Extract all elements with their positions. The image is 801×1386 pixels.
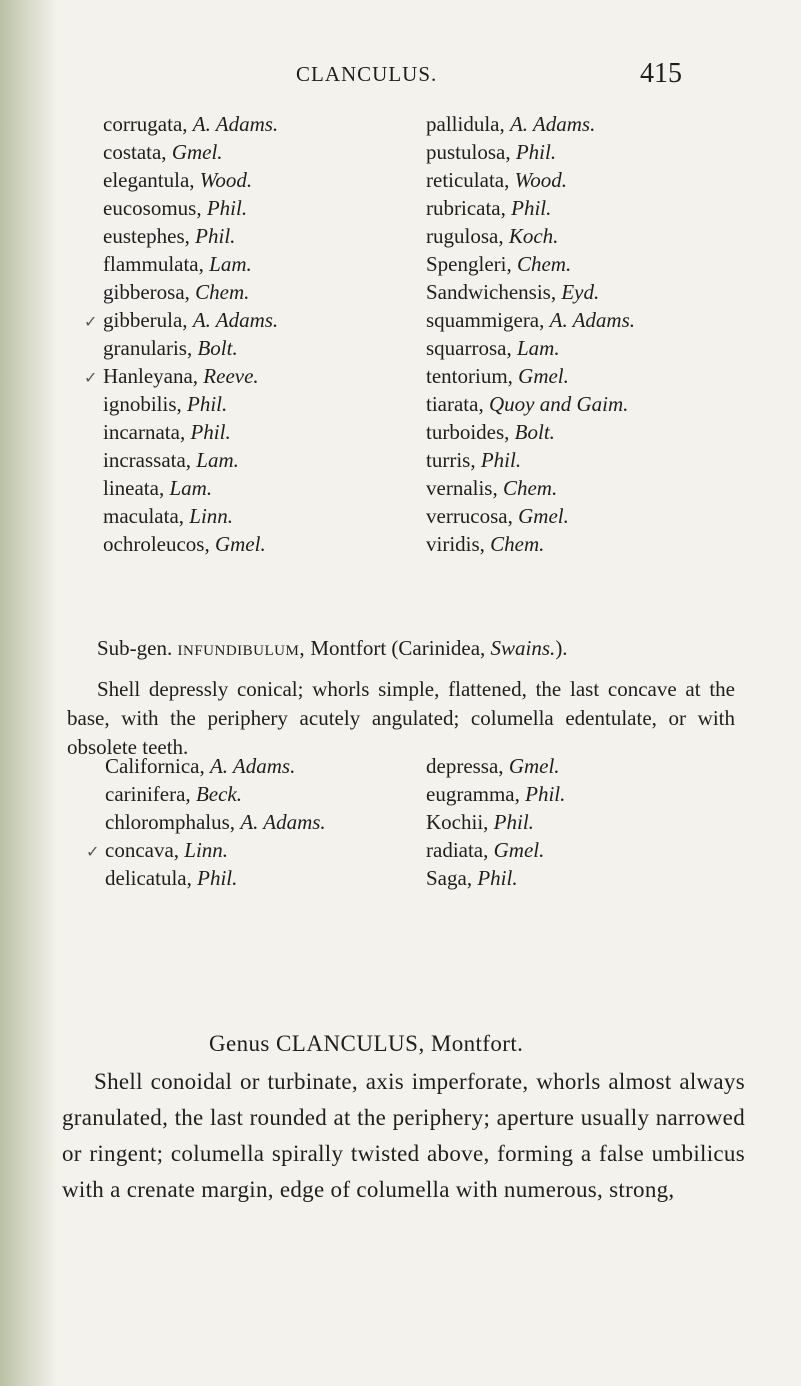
list-item: Saga, Phil. bbox=[426, 866, 518, 890]
list-item: verrucosa, Gmel. bbox=[426, 504, 569, 528]
species-list-2-right bbox=[426, 752, 565, 892]
genus-description: Shell conoidal or turbinate, axis imperforate, whorls almost always granulated, the last rounded at the periphery; aperture usually narrowed or ringent; columella spirally twisted above, forming a false umbilicus with a crenate margin, edge of columella with numerous, strong, bbox=[62, 1069, 745, 1202]
list-item: turris, Phil. bbox=[426, 448, 522, 472]
list-item: eucosomus, Phil. bbox=[103, 196, 248, 220]
running-head: CLANCULUS. bbox=[296, 62, 438, 86]
list-item: tentorium, Gmel. bbox=[426, 364, 569, 388]
list-item: ignobilis, Phil. bbox=[103, 392, 228, 416]
list-item: elegantula, Wood. bbox=[103, 168, 253, 192]
list-item: eustephes, Phil. bbox=[103, 224, 236, 248]
list-item: pustulosa, Phil. bbox=[426, 140, 557, 164]
list-item: Kochii, Phil. bbox=[426, 810, 534, 834]
list-item: carinifera, Beck. bbox=[105, 782, 242, 806]
list-item: chloromphalus, A. Adams. bbox=[105, 810, 326, 834]
list-item: ochroleucos, Gmel. bbox=[103, 532, 266, 556]
list-item: rugulosa, Koch. bbox=[426, 224, 559, 248]
list-item: delicatula, Phil. bbox=[105, 866, 238, 890]
check-mark-icon: ✓ bbox=[84, 314, 98, 331]
list-item: squarrosa, Lam. bbox=[426, 336, 560, 360]
check-mark-icon: ✓ bbox=[86, 844, 100, 861]
list-item: gibberosa, Chem. bbox=[103, 280, 250, 304]
list-item: costata, Gmel. bbox=[103, 140, 223, 164]
list-item: viridis, Chem. bbox=[426, 532, 545, 556]
subgenus-description: Shell depressly conical; whorls simple, flattened, the last concave at the base, with the periphery acutely angulated; columella edentulate, or with obsolete teeth. bbox=[67, 677, 735, 759]
list-item: Sandwichensis, Eyd. bbox=[426, 280, 600, 304]
list-item: rubricata, Phil. bbox=[426, 196, 552, 220]
list-item: incarnata, Phil. bbox=[103, 420, 231, 444]
list-item: vernalis, Chem. bbox=[426, 476, 558, 500]
subgenus-heading: Sub-gen. infundibulum, Montfort (Carinidea, Swains.). bbox=[97, 636, 568, 660]
species-list-1-right bbox=[426, 110, 635, 558]
list-item: corrugata, A. Adams. bbox=[103, 112, 279, 136]
species-list-1-left bbox=[103, 110, 278, 558]
list-item: pallidula, A. Adams. bbox=[426, 112, 596, 136]
genus-heading: Genus CLANCULUS, Montfort. bbox=[209, 1031, 524, 1056]
list-item: squammigera, A. Adams. bbox=[426, 308, 636, 332]
list-item: eugramma, Phil. bbox=[426, 782, 566, 806]
list-item: maculata, Linn. bbox=[103, 504, 234, 528]
list-item: concava, Linn. bbox=[105, 838, 229, 862]
list-item: flammulata, Lam. bbox=[103, 252, 252, 276]
list-item: Californica, A. Adams. bbox=[105, 754, 296, 778]
list-item: Spengleri, Chem. bbox=[426, 252, 572, 276]
check-mark-icon: ✓ bbox=[84, 370, 98, 387]
list-item: lineata, Lam. bbox=[103, 476, 213, 500]
page-gutter-shadow bbox=[0, 0, 58, 1386]
list-item: radiata, Gmel. bbox=[426, 838, 545, 862]
list-item: turboides, Bolt. bbox=[426, 420, 555, 444]
list-item: reticulata, Wood. bbox=[426, 168, 567, 192]
list-item: Hanleyana, Reeve. bbox=[103, 364, 259, 388]
list-item: tiarata, Quoy and Gaim. bbox=[426, 392, 629, 416]
list-item: depressa, Gmel. bbox=[426, 754, 560, 778]
page-number: 415 bbox=[640, 58, 682, 89]
species-list-2-left bbox=[105, 752, 326, 892]
list-item: gibberula, A. Adams. bbox=[103, 308, 279, 332]
list-item: granularis, Bolt. bbox=[103, 336, 238, 360]
list-item: incrassata, Lam. bbox=[103, 448, 239, 472]
page-header bbox=[0, 58, 801, 88]
